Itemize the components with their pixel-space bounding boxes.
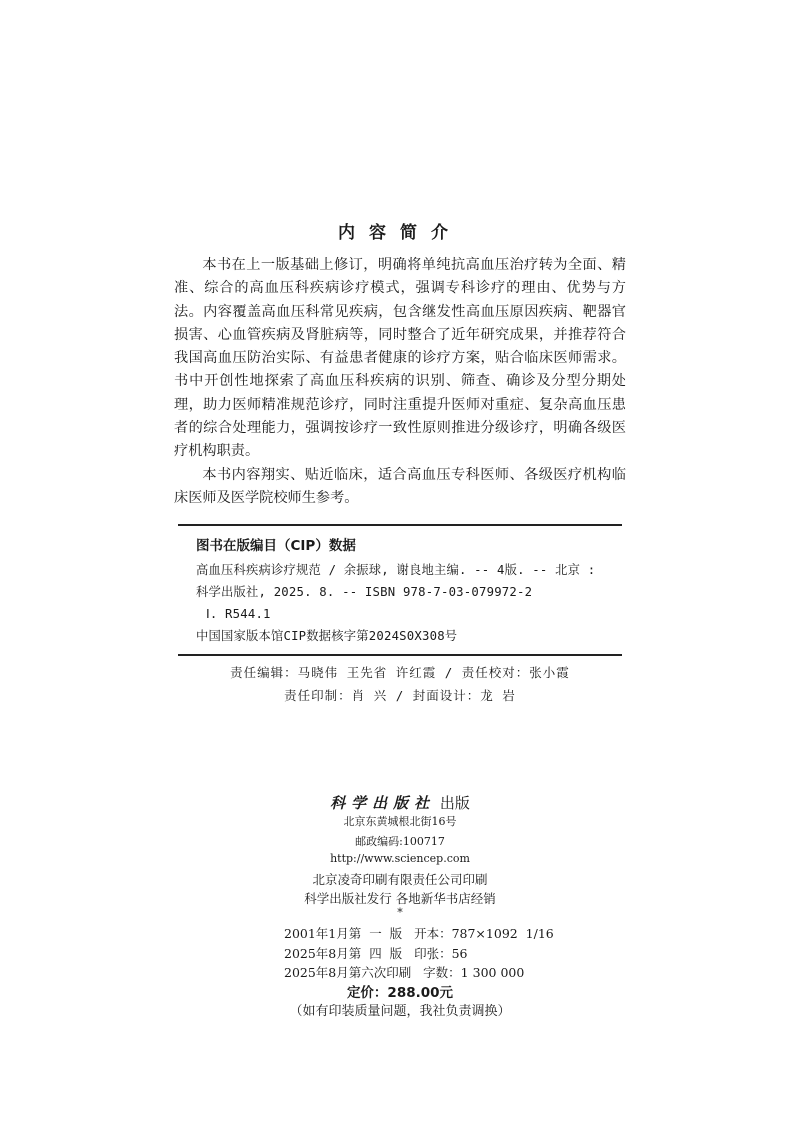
editor-credits: 责任编辑：马晓伟 王先省 许红霞 / 责任校对：张小霞 [230, 665, 570, 680]
production-credits: 责任印制：肖 兴 / 封面设计：龙 岩 [284, 688, 516, 703]
publisher-logo: 科学出版社 [330, 794, 436, 812]
distribution-line: 科学出版社发行 各地新华书店经销 [304, 891, 496, 906]
edition-line-1: 2001年1月第 一 版 开本：787×1092 1/16 [284, 926, 554, 941]
edition-line-3: 2025年8月第六次印刷 字数：1 300 000 [284, 965, 525, 980]
cip-record [196, 559, 616, 647]
publisher-url: http://www.sciencep.com [330, 852, 470, 865]
summary-paragraph-2: 本书内容翔实、贴近临床，适合高血压专科医师、各级医疗机构临床医师及医学院校师生参考。 [174, 466, 626, 506]
edition-info [284, 924, 554, 983]
cip-top-rule [178, 524, 622, 526]
summary-title: 内容简介 [338, 223, 462, 243]
publisher-postcode: 邮政编码:100717 [355, 835, 445, 848]
publisher-line [0, 792, 800, 813]
quality-note: （如有印装质量问题，我社负责调换） [289, 1004, 511, 1019]
cip-line-record-number: 中国国家版本馆CIP数据核字第2024S0X308号 [196, 629, 458, 643]
separator-star: * [397, 906, 403, 919]
cip-line-classification: Ⅰ. R544.1 [206, 607, 271, 621]
cip-line-title: 高血压科疾病诊疗规范 / 余振球, 谢良地主编. -- 4版. -- 北京 : [196, 563, 596, 577]
publisher-address: 北京东黄城根北街16号 [343, 815, 457, 828]
cip-bottom-rule [178, 654, 622, 656]
printer-line: 北京凌奇印刷有限责任公司印刷 [312, 872, 488, 887]
price: 定价：288.00元 [346, 985, 454, 1001]
summary-body [174, 254, 626, 510]
cip-line-publisher: 科学出版社, 2025. 8. -- ISBN 978-7-03-079972-2 [196, 585, 533, 599]
summary-paragraph-1: 本书在上一版基础上修订，明确将单纯抗高血压治疗转为全面、精准、综合的高血压科疾病诊疗模式，强调专科诊疗的理由、优势与方法。内容覆盖高血压科常见疾病，包含继发性高血压原因疾病、靶器官损害、心血管疾病及肾脏病等，同时整合了近年研究成果，并推荐符合我国高血压防治实际、有益患者健康的诊疗方案，贴合临床医师需求。书中开创性地探索了高血压科疾病的识别、筛查、确诊及分型分期处理，助力医师精准规范诊疗，同时注重提升医师对重症、复杂高血压患者的综合处理能力，强调按诊疗一致性原则推进分级诊疗，明确各级医疗机构职责。 [174, 257, 626, 460]
cip-heading: 图书在版编目（CIP）数据 [196, 538, 356, 554]
publisher-suffix: 出版 [439, 794, 470, 812]
edition-line-2: 2025年8月第 四 版 印张：56 [284, 945, 468, 961]
